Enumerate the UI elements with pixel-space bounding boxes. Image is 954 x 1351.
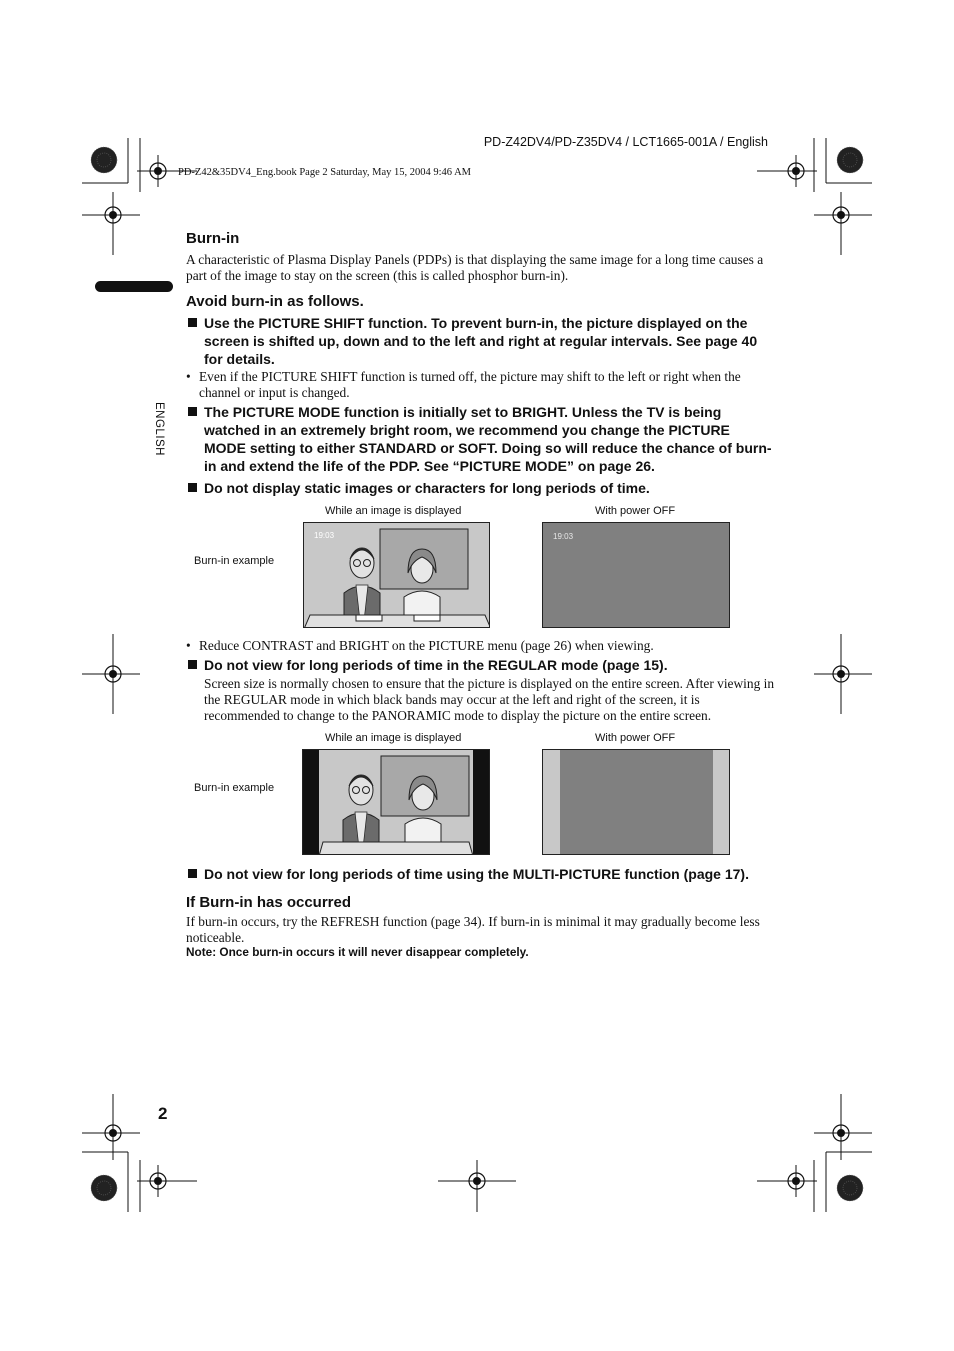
figure2-screen-off	[542, 749, 730, 855]
regular-mode-text: Screen size is normally chosen to ensure that the picture is displayed on the entire screen. After viewing in the REGULAR mode in which black bands may occur at the left and right of the screen, it is recommended to change to the PANORAMIC mode to display the picture on the entire screen.	[204, 676, 775, 723]
figure1-clock-off: 19:03	[553, 532, 574, 541]
square-bullet-icon	[188, 318, 197, 327]
dot-bullet-icon: •	[186, 638, 191, 653]
figure1-clock-on: 19:03	[314, 531, 335, 540]
square-bullet-icon	[188, 660, 197, 669]
occurred-note: Note: Once burn-in occurs it will never disappear completely.	[186, 945, 529, 959]
figure1-caption: Burn-in example	[194, 555, 275, 567]
page-number: 2	[158, 1104, 168, 1123]
list-item-regular-mode: Do not view for long periods of time in the REGULAR mode (page 15).	[188, 656, 778, 674]
list-item-picture-shift: Use the PICTURE SHIFT function. To prevent burn-in, the picture displayed on the screen is shifted up, down and to the left and right at regular intervals. See page 40 for details.	[188, 314, 773, 368]
figure1-screen-off	[542, 522, 730, 628]
picture-shift-note: • Even if the PICTURE SHIFT function is turned off, the picture may shift to the left or right when the channel or input is changed.	[186, 369, 741, 400]
figure1-label-right: With power OFF	[595, 505, 676, 517]
figure2-label-right: With power OFF	[595, 732, 676, 744]
figure2-label-left: While an image is displayed	[325, 732, 462, 744]
contrast-note: • Reduce CONTRAST and BRIGHT on the PICTURE menu (page 26) when viewing.	[186, 638, 654, 653]
occurred-heading: If Burn-in has occurred	[186, 894, 352, 911]
figure1-label-left: While an image is displayed	[325, 505, 462, 517]
square-bullet-icon	[188, 483, 197, 492]
section-tab-marker	[95, 281, 173, 292]
list-item-multi-picture: Do not view for long periods of time using the MULTI-PICTURE function (page 17).	[188, 865, 788, 883]
figure2-burned-area	[560, 750, 713, 854]
figure2-presenters-image	[319, 750, 473, 855]
language-side-label: ENGLISH	[153, 402, 165, 456]
figure2-screen-on	[302, 749, 490, 855]
occurred-text: If burn-in occurs, try the REFRESH function (page 34). If burn-in is minimal it may gradually become less noticeable.	[186, 914, 760, 945]
burn-in-text: A characteristic of Plasma Display Panels (PDPs) is that displaying the same image for a long time causes a part of the image to stay on the screen (this is called phosphor burn-in).	[186, 252, 764, 283]
avoid-heading: Avoid burn-in as follows.	[186, 293, 364, 310]
dot-bullet-icon: •	[186, 369, 191, 384]
burn-in-heading: Burn-in	[186, 230, 240, 247]
model-header: PD-Z42DV4/PD-Z35DV4 / LCT1665-001A / English	[483, 135, 768, 149]
book-info-line: PD-Z42&35DV4_Eng.book Page 2 Saturday, May 15, 2004 9:46 AM	[178, 167, 472, 178]
list-item-static-images: Do not display static images or characters for long periods of time.	[188, 479, 778, 497]
figure1-screen-on	[303, 522, 490, 628]
square-bullet-icon	[188, 407, 197, 416]
list-item-picture-mode: The PICTURE MODE function is initially set to BRIGHT. Unless the TV is being watched in an extremely bright room, we recommend you change the PICTURE MODE setting to either STANDARD or SOFT. Doing so will reduce the chance of burn-in and extend the life of the PDP. See “PICTURE MODE” on page 26.	[188, 403, 773, 475]
square-bullet-icon	[188, 869, 197, 878]
figure1-presenters-image	[304, 523, 490, 628]
figure2-caption: Burn-in example	[194, 782, 275, 794]
